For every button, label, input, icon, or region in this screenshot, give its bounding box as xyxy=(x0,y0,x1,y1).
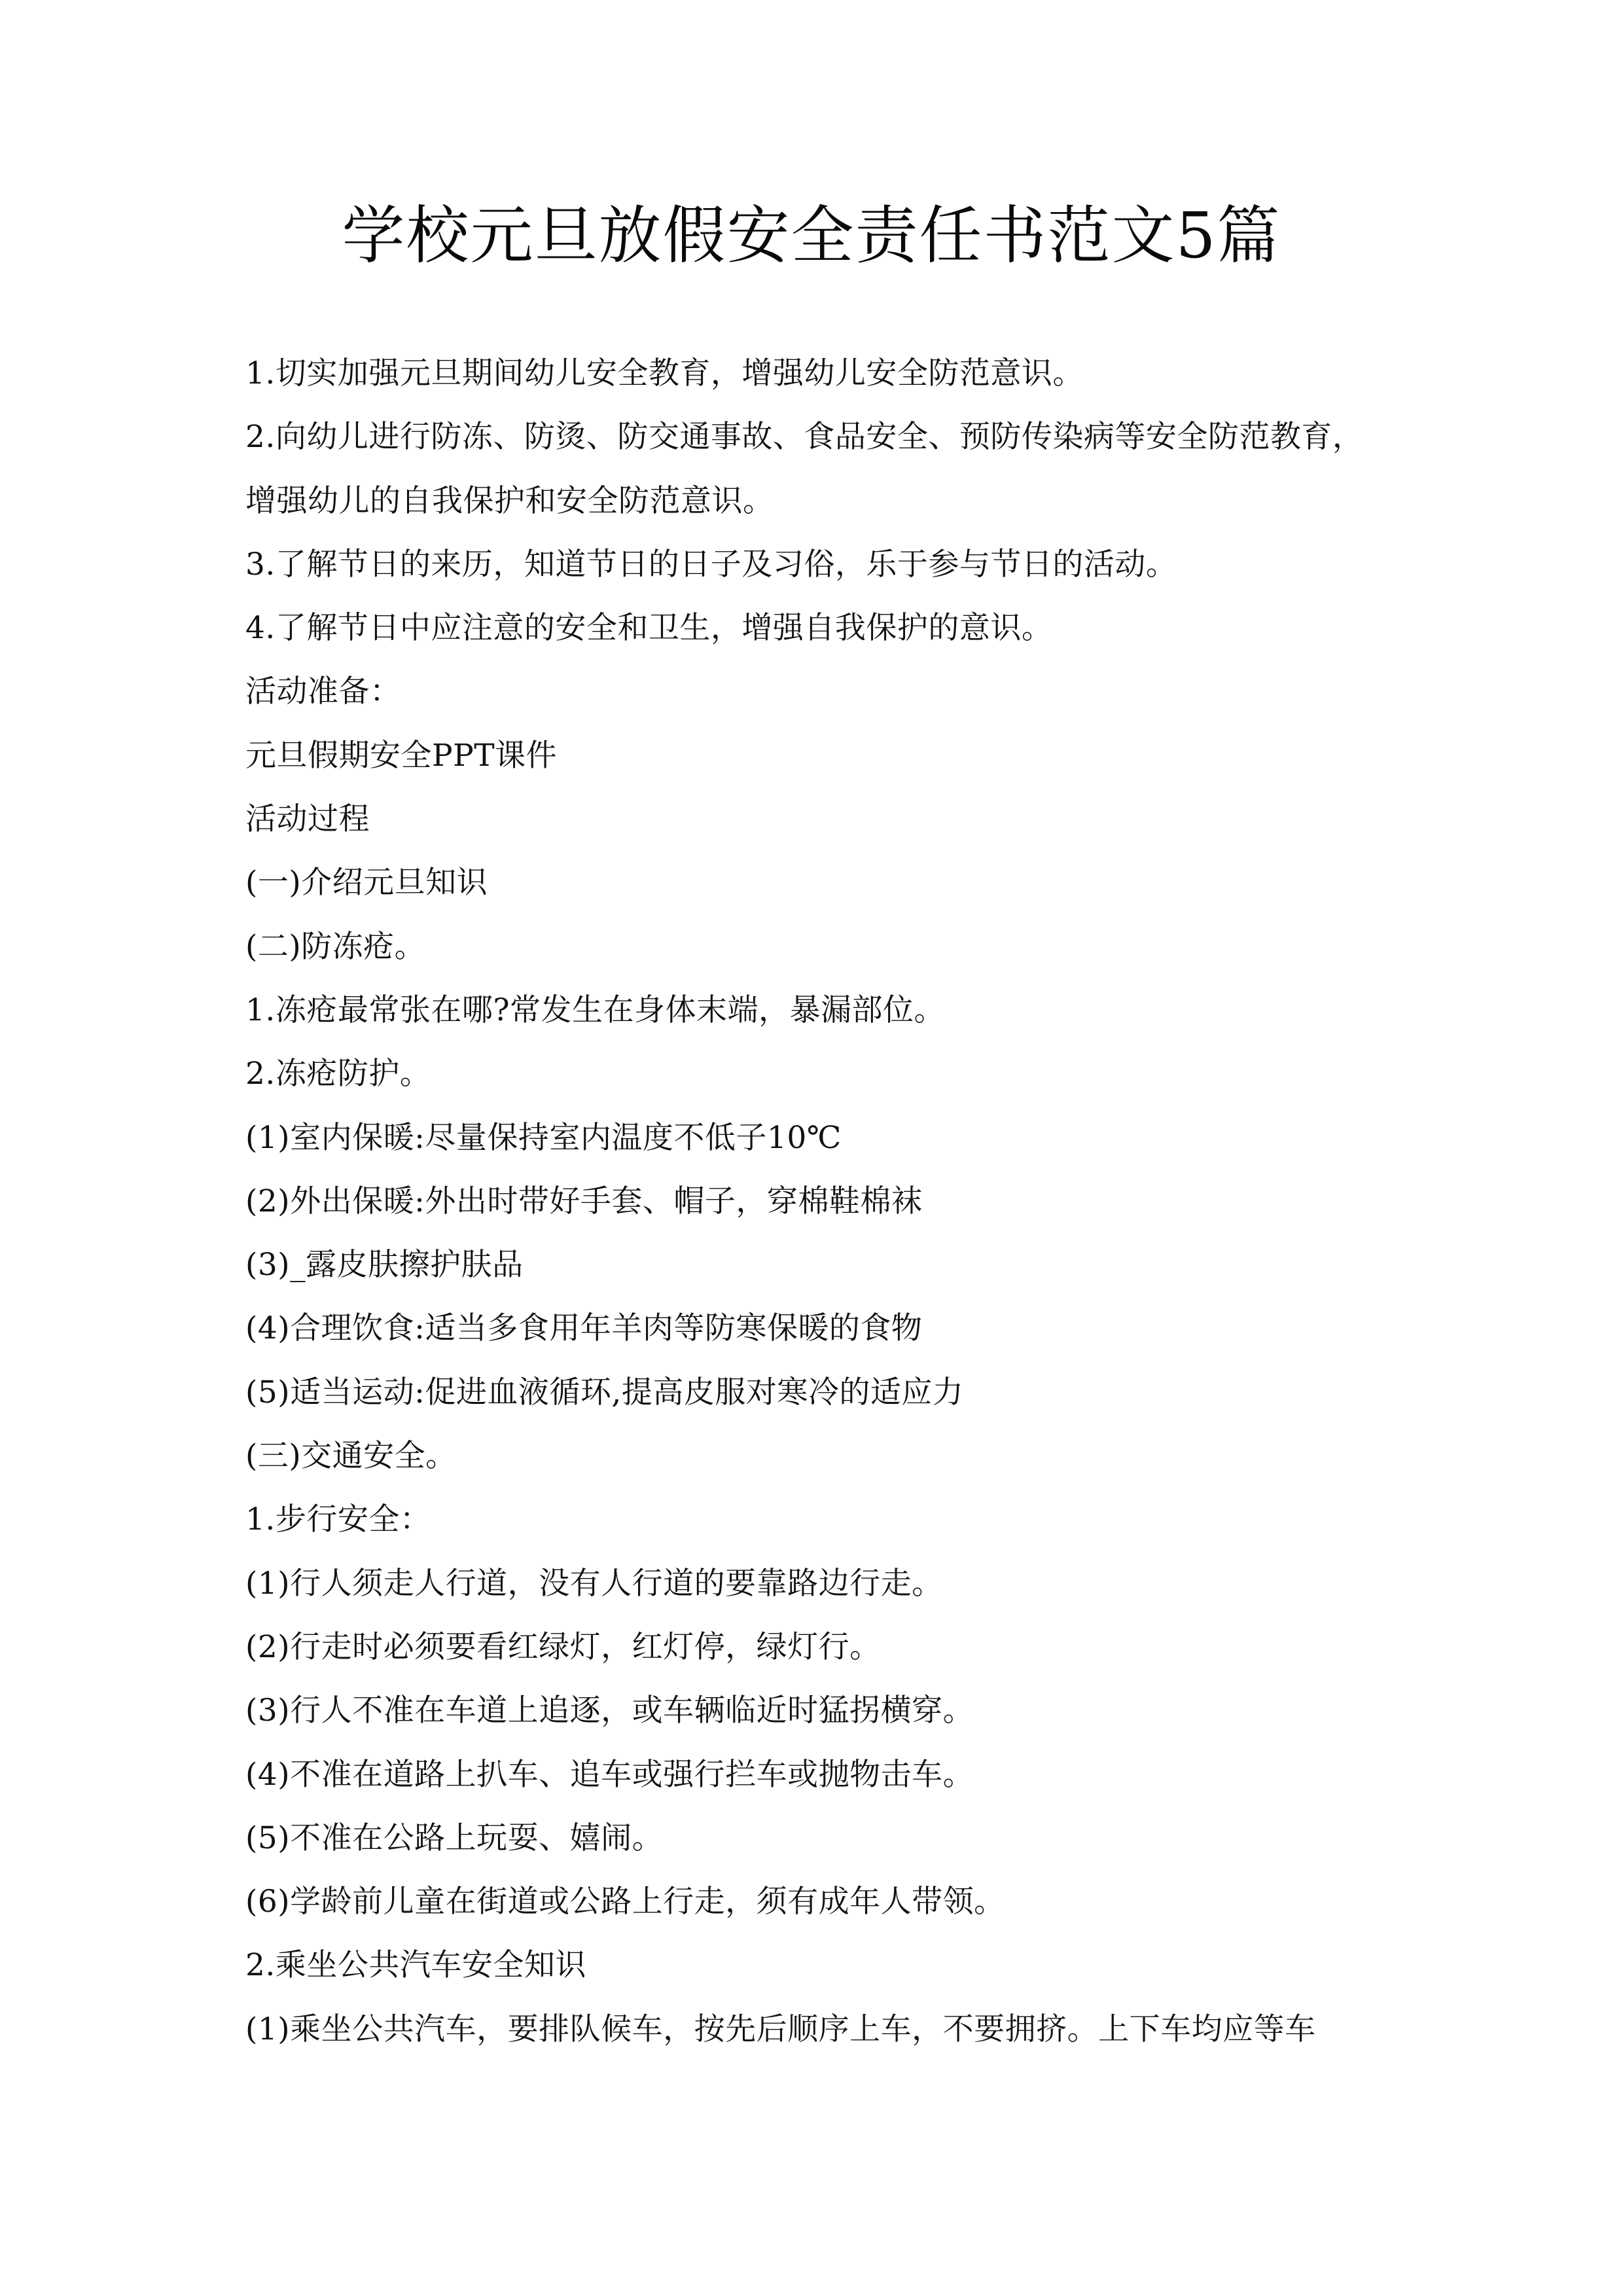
frostbite-protection-1: (1)室内保暖:尽量保持室内温度不低子10℃ xyxy=(245,1119,842,1156)
walking-rule-1: (1)行人须走人行道，没有人行道的要靠路边行走。 xyxy=(245,1565,943,1602)
walking-rule-5: (5)不准在公路上玩耍、嬉闹。 xyxy=(245,1820,664,1856)
frostbite-protection-2: (2)外出保暖:外出时带好手套、帽子，穿棉鞋棉袜 xyxy=(245,1183,923,1219)
document-title: 学校元旦放假安全责任书范文5篇 xyxy=(342,199,1281,272)
walking-rule-4: (4)不准在道路上扒车、追车或强行拦车或抛物击车。 xyxy=(245,1756,974,1793)
walking-rule-6: (6)学龄前儿童在街道或公路上行走，须有成年人带领。 xyxy=(245,1884,1005,1920)
goal-item-2-continued: 增强幼儿的自我保护和安全防范意识。 xyxy=(245,482,774,519)
section-heading-preparation: 活动准备： xyxy=(245,673,401,710)
document-body xyxy=(245,342,1384,2061)
traffic-item-walking: 1.步行安全： xyxy=(245,1501,431,1538)
goal-item-4: 4.了解节日中应注意的安全和卫生，增强自我保护的意识。 xyxy=(245,610,1053,647)
subsection-new-year-knowledge: (一)介绍元旦知识 xyxy=(245,865,488,901)
goal-item-1: 1.切实加强元旦期间幼儿安全教育，增强幼儿安全防范意识。 xyxy=(245,355,1084,391)
traffic-item-bus: 2.乘坐公共汽车安全知识 xyxy=(245,1947,586,1984)
preparation-item: 元旦假期安全PPT课件 xyxy=(245,737,558,774)
walking-rule-2: (2)行走时必须要看红绿灯，红灯停，绿灯行。 xyxy=(245,1628,881,1665)
frostbite-protection-3: (3)_露皮肤擦护肤品 xyxy=(245,1247,524,1283)
subsection-traffic-safety: (三)交通安全。 xyxy=(245,1438,457,1475)
bus-rule-1: (1)乘坐公共汽车，要排队候车，按先后顺序上车，不要拥挤。上下车均应等车 xyxy=(245,2011,1316,2047)
frostbite-protection-5: (5)适当运动:促进血液循环,提高皮服对寒冷的适应力 xyxy=(245,1374,964,1410)
frostbite-item-2: 2.冻疮防护。 xyxy=(245,1056,431,1092)
goal-item-3: 3.了解节日的来历，知道节日的日子及习俗，乐于参与节日的活动。 xyxy=(245,546,1177,583)
section-heading-process: 活动过程 xyxy=(245,801,370,838)
walking-rule-3: (3)行人不准在车道上追逐，或车辆临近时猛拐横穿。 xyxy=(245,1693,974,1729)
frostbite-protection-4: (4)合理饮食:适当多食用年羊肉等防寒保暖的食物 xyxy=(245,1310,923,1347)
subsection-frostbite-prevention: (二)防冻疮。 xyxy=(245,928,426,965)
goal-item-2: 2.向幼儿进行防冻、防烫、防交通事故、食品安全、预防传染病等安全防范教育， xyxy=(245,419,1364,456)
frostbite-item-1: 1.冻疮最常张在哪?常发生在身体末端，暴漏部位。 xyxy=(245,992,946,1028)
